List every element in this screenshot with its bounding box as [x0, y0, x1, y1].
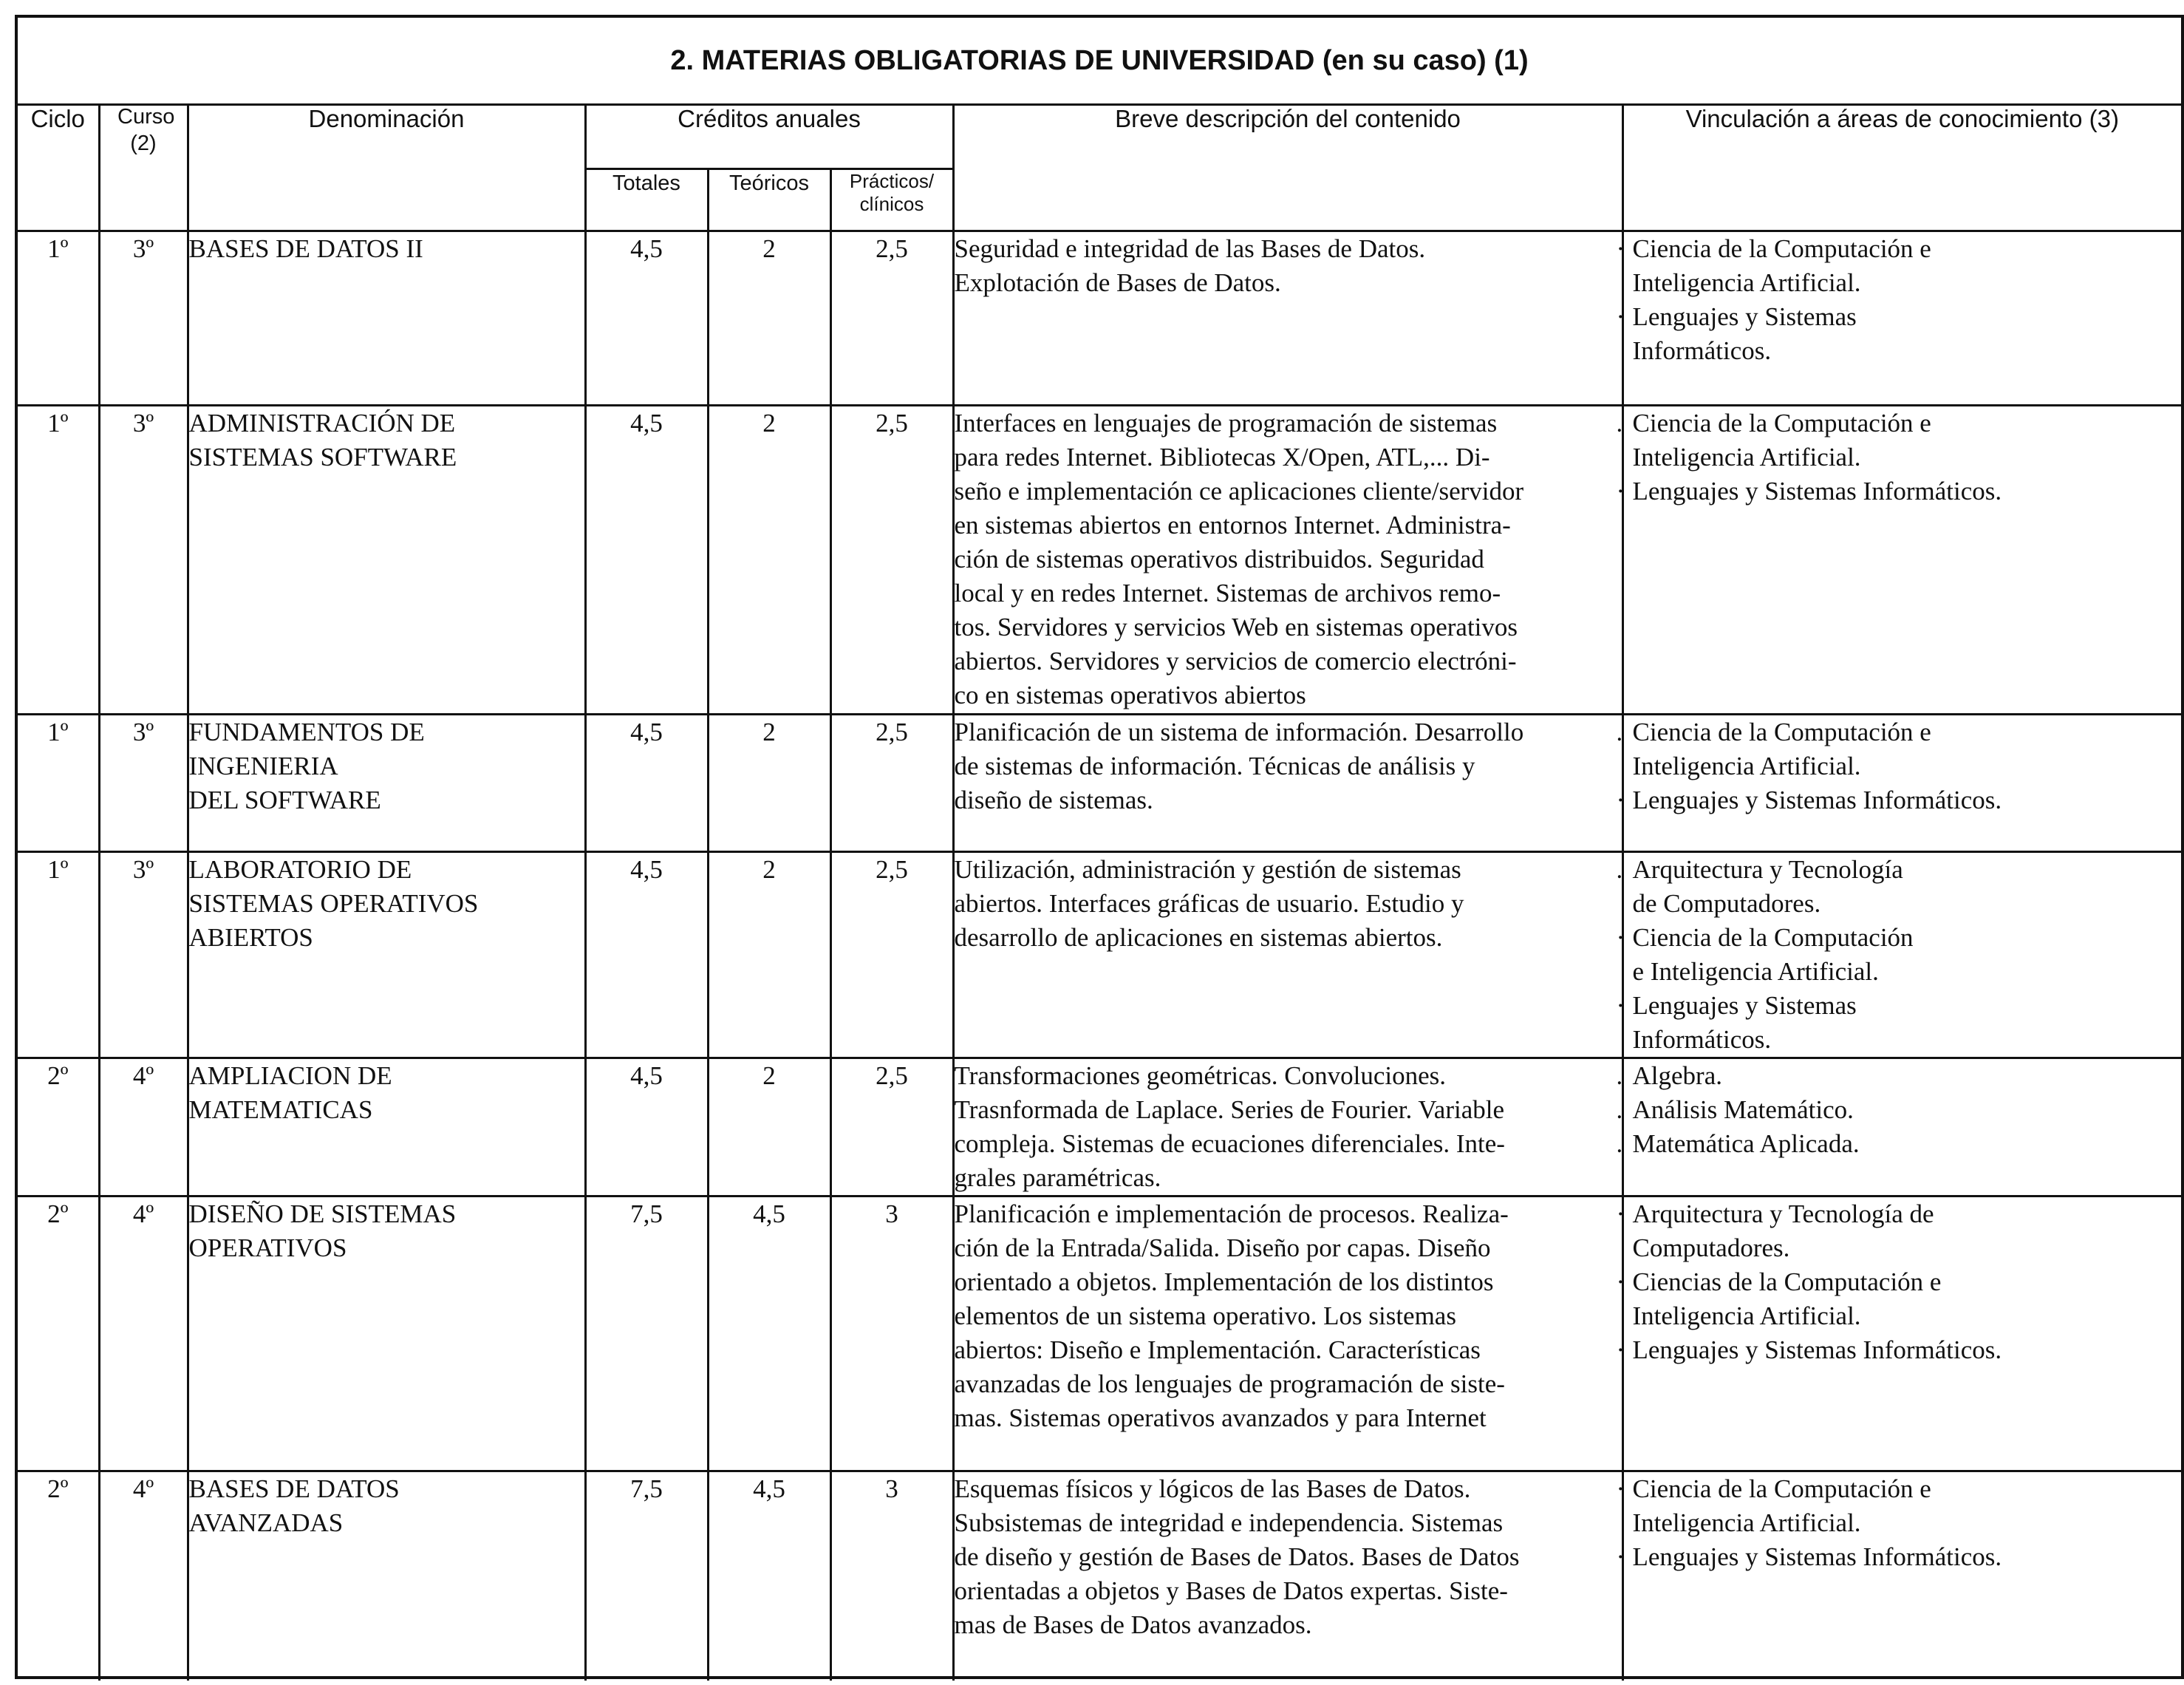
cell-descripcion-line: co en sistemas operativos abiertos — [954, 680, 1306, 709]
bullet-mark: · — [1616, 785, 1625, 814]
area-line: de Computadores. — [1632, 888, 1821, 918]
area-item — [1616, 406, 2182, 474]
bullet-mark: · — [1616, 234, 1625, 263]
cell-practicos: 2,5 — [830, 851, 953, 1058]
cell-descripcion-line: tos. Servidores y servicios Web en sistemas operativos — [954, 612, 1518, 641]
cell-descripcion — [953, 851, 1622, 1058]
cell-descripcion-line: Planificación de un sistema de información. Desarrollo — [954, 717, 1524, 746]
bullet-mark: · — [1616, 990, 1625, 1020]
area-line: Matemática Aplicada. — [1632, 1129, 1860, 1158]
area-line: Ciencia de la Computación e — [1632, 1474, 1931, 1503]
cell-denominacion-line: AMPLIACION DE — [188, 1061, 392, 1090]
area-line: Informáticos. — [1632, 1024, 1772, 1054]
cell-totales: 4,5 — [585, 714, 708, 851]
area-line: Lenguajes y Sistemas Informáticos. — [1632, 1542, 2002, 1571]
cell-teoricos: 2 — [708, 714, 830, 851]
table-row — [18, 714, 2181, 851]
area-line: Lenguajes y Sistemas Informáticos. — [1632, 476, 2002, 506]
cell-totales: 7,5 — [585, 1471, 708, 1681]
bullet-mark: . — [1616, 1061, 1623, 1090]
cell-practicos: 2,5 — [830, 714, 953, 851]
cell-practicos: 3 — [830, 1196, 953, 1471]
cell-descripcion-line: abiertos: Diseño e Implementación. Características — [954, 1335, 1481, 1364]
cell-descripcion-line: ción de la Entrada/Salida. Diseño por capas. Diseño — [954, 1233, 1491, 1262]
cell-descripcion-line: elementos de un sistema operativo. Los sistemas — [954, 1301, 1456, 1330]
cell-teoricos: 4,5 — [708, 1196, 830, 1471]
cell-descripcion-line: seño e implementación ce aplicaciones cliente/servidor — [954, 476, 1524, 506]
cell-ciclo: 2º — [18, 1471, 99, 1681]
area-line: Análisis Matemático. — [1632, 1095, 1854, 1124]
cell-areas — [1616, 1196, 2181, 1471]
cell-ciclo: 1º — [18, 851, 99, 1058]
cell-denominacion-line: INGENIERIA — [188, 751, 338, 780]
cell-descripcion-line: Utilización, administración y gestión de sistemas — [954, 854, 1461, 884]
cell-descripcion-line: diseño de sistemas. — [954, 785, 1153, 814]
header-denominacion: Denominación — [188, 103, 585, 231]
area-line: Inteligencia Artificial. — [1632, 442, 1861, 472]
table-row — [18, 231, 2181, 405]
cell-descripcion-line: mas. Sistemas operativos avanzados y para Internet — [954, 1403, 1487, 1432]
cell-denominacion — [188, 851, 585, 1058]
cell-teoricos: 4,5 — [708, 1471, 830, 1681]
cell-descripcion-line: compleja. Sistemas de ecuaciones diferenciales. Inte- — [954, 1129, 1505, 1158]
cell-descripcion-line: mas de Bases de Datos avanzados. — [954, 1610, 1312, 1639]
area-line: Lenguajes y Sistemas — [1632, 302, 1857, 331]
cell-descripcion-line: en sistemas abiertos en entornos Internet. Administra- — [954, 510, 1511, 539]
bullet-mark: · — [1616, 1199, 1625, 1228]
cell-descripcion-line: Subsistemas de integridad e independencia. Sistemas — [954, 1508, 1504, 1537]
area-line: Inteligencia Artificial. — [1632, 268, 1861, 297]
cell-denominacion-line: SISTEMAS SOFTWARE — [188, 442, 457, 472]
subjects-table — [18, 103, 2181, 1681]
cell-descripcion-line: orientado a objetos. Implementación de los distintos — [954, 1267, 1494, 1296]
area-line: Lenguajes y Sistemas Informáticos. — [1632, 1335, 2002, 1364]
table-row — [18, 851, 2181, 1058]
cell-descripcion — [953, 1058, 1622, 1196]
cell-descripcion-line: abiertos. Servidores y servicios de comercio electróni- — [954, 646, 1517, 675]
bullet-mark: · — [1616, 1267, 1625, 1296]
area-item — [1616, 1333, 2182, 1367]
cell-teoricos: 2 — [708, 405, 830, 714]
cell-denominacion-line: MATEMATICAS — [188, 1095, 373, 1124]
cell-ciclo: 1º — [18, 714, 99, 851]
cell-practicos: 3 — [830, 1471, 953, 1681]
header-curso-label: Curso (2) — [117, 105, 175, 156]
cell-ciclo: 2º — [18, 1058, 99, 1196]
header-teoricos: Teóricos — [708, 168, 830, 231]
cell-ciclo: 1º — [18, 405, 99, 714]
table-body — [18, 231, 2181, 1681]
area-line: e Inteligencia Artificial. — [1632, 956, 1879, 986]
area-line: Lenguajes y Sistemas Informáticos. — [1632, 785, 2002, 814]
cell-curso: 3º — [99, 405, 188, 714]
cell-areas — [1616, 405, 2181, 714]
header-practicos — [830, 168, 953, 231]
area-item — [1616, 715, 2182, 783]
cell-areas — [1616, 1471, 2181, 1681]
cell-curso: 4º — [99, 1196, 188, 1471]
cell-denominacion — [188, 1196, 585, 1471]
cell-denominacion-line: DEL SOFTWARE — [188, 785, 381, 814]
area-line: Ciencia de la Computación e — [1632, 408, 1931, 438]
cell-descripcion-line: Transformaciones geométricas. Convoluciones. — [954, 1061, 1447, 1090]
cell-teoricos: 2 — [708, 851, 830, 1058]
area-line: Lenguajes y Sistemas — [1632, 990, 1857, 1020]
cell-descripcion-line: Interfaces en lenguajes de programación de sistemas — [954, 408, 1498, 438]
cell-totales: 7,5 — [585, 1196, 708, 1471]
area-line: Arquitectura y Tecnología de — [1632, 1199, 1934, 1228]
table-row — [18, 1058, 2181, 1196]
bullet-mark: · — [1616, 1542, 1625, 1571]
cell-descripcion-line: Planificación e implementación de procesos. Realiza- — [954, 1199, 1509, 1228]
bullet-mark: . — [1616, 1129, 1623, 1158]
header-ciclo: Ciclo — [18, 103, 99, 231]
table-row — [18, 1196, 2181, 1471]
cell-denominacion-line: BASES DE DATOS — [188, 1474, 400, 1503]
cell-totales: 4,5 — [585, 1058, 708, 1196]
cell-descripcion-line: orientadas a objetos y Bases de Datos expertas. Siste- — [954, 1576, 1508, 1605]
cell-areas — [1616, 714, 2181, 851]
bullet-mark: . — [1616, 854, 1623, 884]
cell-totales: 4,5 — [585, 231, 708, 405]
area-line: Computadores. — [1632, 1233, 1790, 1262]
area-line: Inteligencia Artificial. — [1632, 1508, 1861, 1537]
area-item — [1616, 1540, 2182, 1574]
area-item — [1616, 853, 2182, 921]
area-line: Ciencias de la Computación e — [1632, 1267, 1942, 1296]
area-item — [1616, 232, 2182, 300]
cell-denominacion-line: FUNDAMENTOS DE — [188, 717, 425, 746]
area-line: Ciencia de la Computación e — [1632, 717, 1931, 746]
cell-practicos: 2,5 — [830, 405, 953, 714]
header-creditos: Créditos anuales — [585, 103, 953, 168]
cell-denominacion-line: SISTEMAS OPERATIVOS — [188, 888, 479, 918]
cell-curso: 3º — [99, 231, 188, 405]
cell-denominacion-line: ABIERTOS — [188, 922, 313, 952]
area-item — [1616, 989, 2182, 1057]
bullet-mark: . — [1616, 1095, 1623, 1124]
area-item — [1616, 783, 2182, 817]
bullet-mark: · — [1616, 476, 1625, 506]
cell-descripcion-line: ción de sistemas operativos distribuidos. Seguridad — [954, 544, 1484, 573]
area-line: Ciencia de la Computación e — [1632, 234, 1931, 263]
cell-descripcion-line: Esquemas físicos y lógicos de las Bases de Datos. — [954, 1474, 1471, 1503]
cell-curso: 3º — [99, 714, 188, 851]
cell-descripcion — [953, 714, 1622, 851]
area-line: Arquitectura y Tecnología — [1632, 854, 1903, 884]
cell-descripcion-line: desarrollo de aplicaciones en sistemas abiertos. — [954, 922, 1443, 952]
area-item — [1616, 1197, 2182, 1265]
area-item — [1616, 300, 2182, 368]
cell-descripcion — [953, 231, 1622, 405]
header-descripcion: Breve descripción del contenido — [953, 103, 1622, 231]
bullet-mark: · — [1616, 302, 1625, 331]
area-line: Inteligencia Artificial. — [1632, 751, 1861, 780]
cell-descripcion-line: local y en redes Internet. Sistemas de archivos remo- — [954, 578, 1501, 607]
cell-descripcion-line: Seguridad e integridad de las Bases de Datos. — [954, 234, 1426, 263]
bullet-mark: · — [1616, 1474, 1625, 1503]
cell-denominacion-line: ADMINISTRACIÓN DE — [188, 408, 456, 438]
cell-denominacion — [188, 405, 585, 714]
area-line: Ciencia de la Computación — [1632, 922, 1914, 952]
cell-denominacion — [188, 231, 585, 405]
cell-teoricos: 2 — [708, 1058, 830, 1196]
header-vinculacion: Vinculación a áreas de conocimiento (3) — [1622, 103, 2181, 231]
document-title: 2. MATERIAS OBLIGATORIAS DE UNIVERSIDAD (en su caso) (1) — [18, 18, 2181, 106]
area-item — [1616, 1265, 2182, 1333]
cell-denominacion — [188, 1471, 585, 1681]
cell-denominacion-line: DISEÑO DE SISTEMAS — [188, 1199, 457, 1228]
cell-descripcion — [953, 1196, 1622, 1471]
cell-descripcion-line: avanzadas de los lenguajes de programación de siste- — [954, 1369, 1505, 1398]
cell-areas — [1616, 851, 2181, 1058]
bullet-mark: . — [1616, 717, 1623, 746]
bullet-mark: . — [1616, 408, 1623, 438]
cell-denominacion-line: LABORATORIO DE — [188, 854, 412, 884]
header-totales: Totales — [585, 168, 708, 231]
cell-descripcion-line: para redes Internet. Bibliotecas X/Open, ATL,... Di- — [954, 442, 1490, 472]
cell-totales: 4,5 — [585, 405, 708, 714]
cell-denominacion-line: OPERATIVOS — [188, 1233, 347, 1262]
cell-denominacion — [188, 1058, 585, 1196]
cell-practicos: 2,5 — [830, 1058, 953, 1196]
area-line: Algebra. — [1632, 1061, 1722, 1090]
cell-areas — [1616, 231, 2181, 405]
cell-denominacion-line: BASES DE DATOS II — [188, 234, 423, 263]
table-row — [18, 1471, 2181, 1681]
cell-descripcion-line: Trasnformada de Laplace. Series de Fourier. Variable — [954, 1095, 1505, 1124]
bullet-mark: · — [1616, 922, 1625, 952]
cell-descripcion-line: de diseño y gestión de Bases de Datos. Bases de Datos — [954, 1542, 1520, 1571]
cell-descripcion-line: abiertos. Interfaces gráficas de usuario. Estudio y — [954, 888, 1464, 918]
header-practicos-label: Prácticos/ clínicos — [849, 169, 935, 215]
cell-descripcion-line: de sistemas de información. Técnicas de análisis y — [954, 751, 1475, 780]
area-item — [1616, 1472, 2182, 1540]
cell-teoricos: 2 — [708, 231, 830, 405]
cell-practicos: 2,5 — [830, 231, 953, 405]
cell-curso: 4º — [99, 1058, 188, 1196]
area-line: Informáticos. — [1632, 336, 1772, 365]
cell-descripcion — [953, 405, 1622, 714]
area-line: Inteligencia Artificial. — [1632, 1301, 1861, 1330]
header-curso — [99, 103, 188, 231]
cell-denominacion — [188, 714, 585, 851]
table-row — [18, 405, 2181, 714]
cell-denominacion-line: AVANZADAS — [188, 1508, 344, 1537]
cell-areas — [1616, 1058, 2181, 1196]
cell-totales: 4,5 — [585, 851, 708, 1058]
cell-descripcion-line: Explotación de Bases de Datos. — [954, 268, 1281, 297]
area-item — [1616, 1127, 2182, 1161]
document-page — [15, 15, 2184, 1679]
cell-ciclo: 1º — [18, 231, 99, 405]
bullet-mark: · — [1616, 1335, 1625, 1364]
cell-descripcion — [953, 1471, 1622, 1681]
cell-descripcion-line: grales paramétricas. — [954, 1163, 1161, 1192]
area-item — [1616, 474, 2182, 508]
cell-curso: 4º — [99, 1471, 188, 1681]
area-item — [1616, 1059, 2182, 1093]
area-item — [1616, 921, 2182, 989]
area-item — [1616, 1093, 2182, 1127]
cell-ciclo: 2º — [18, 1196, 99, 1471]
cell-curso: 3º — [99, 851, 188, 1058]
